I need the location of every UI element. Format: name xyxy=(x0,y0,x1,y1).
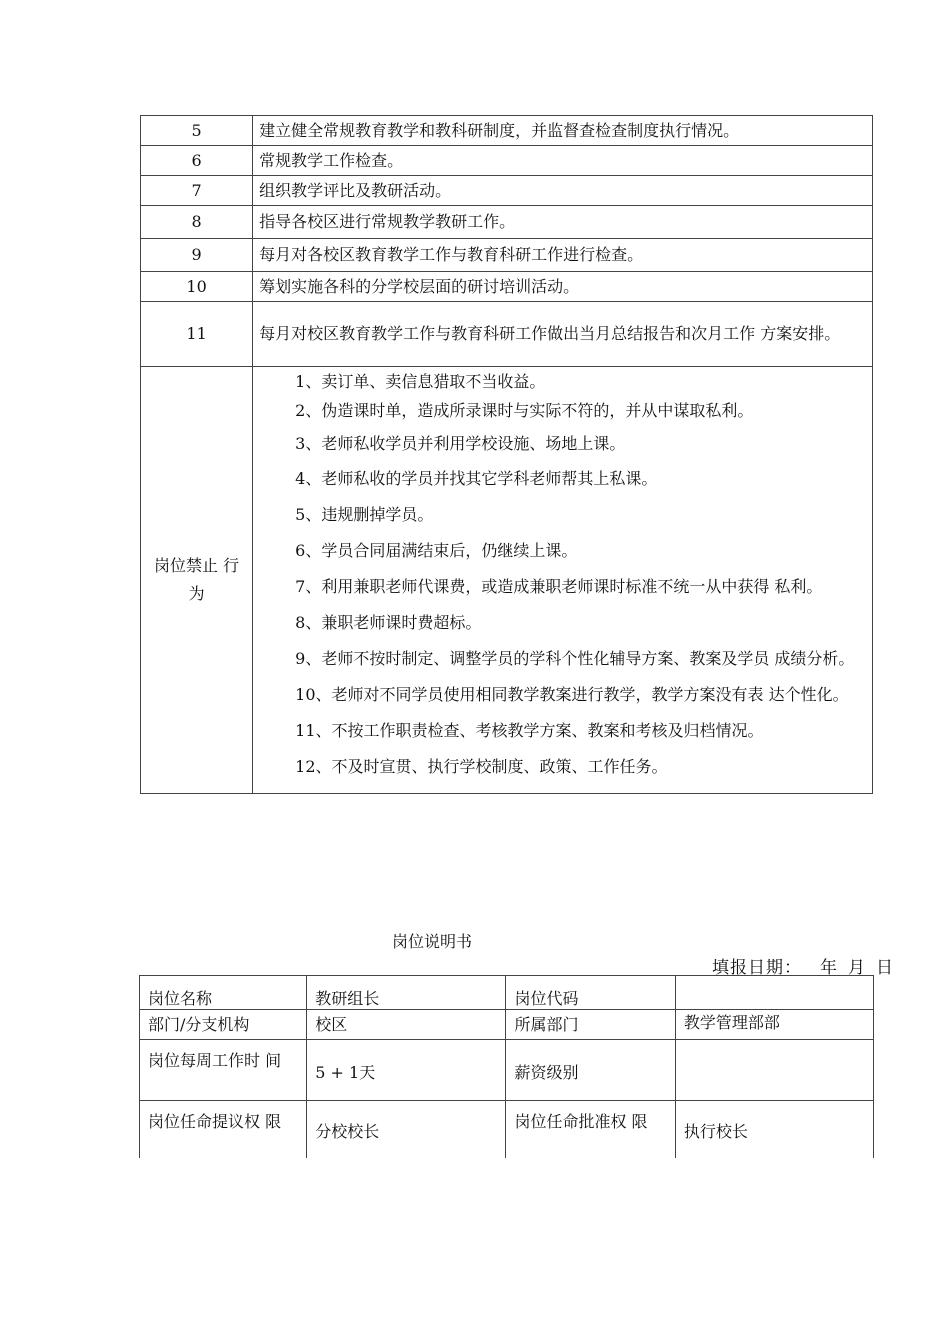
duty-text: 筹划实施各科的分学校层面的研讨培训活动。 xyxy=(253,272,873,302)
forbidden-row xyxy=(141,367,873,794)
duty-text: 每月对各校区教育教学工作与教育科研工作进行检查。 xyxy=(253,239,873,272)
document-title: 岗位说明书 xyxy=(392,932,473,951)
table-row xyxy=(140,1010,874,1040)
duty-text: 每月对校区教育教学工作与教育科研工作做出当月总结报告和次月工作 方案安排。 xyxy=(253,302,873,367)
fill-date-month: 月 xyxy=(848,958,866,978)
duty-number: 10 xyxy=(141,272,253,302)
fill-date-year: 年 xyxy=(820,958,838,978)
table-row xyxy=(141,146,873,176)
table-row xyxy=(140,1040,874,1101)
job-code-value xyxy=(675,976,873,1010)
duty-number: 11 xyxy=(141,302,253,367)
forbidden-item: 12、不及时宣贯、执行学校制度、政策、工作任务。 xyxy=(295,757,668,776)
duty-number: 5 xyxy=(141,116,253,146)
job-info-table xyxy=(139,975,874,1158)
parent-dept-label: 所属部门 xyxy=(506,1010,675,1040)
work-time-label: 岗位每周工作时 间 xyxy=(140,1040,307,1101)
forbidden-item: 7、利用兼职老师代课费，或造成兼职老师课时标准不统一从中获得 私利。 xyxy=(295,577,823,596)
table-row xyxy=(140,1101,874,1158)
dept-value: 校区 xyxy=(307,1010,506,1040)
forbidden-label: 岗位禁止 行为 xyxy=(141,367,253,794)
table-row xyxy=(140,976,874,1010)
duty-text: 常规教学工作检查。 xyxy=(253,146,873,176)
work-time-value: 5 + 1天 xyxy=(307,1040,506,1101)
table-row xyxy=(141,206,873,239)
job-name-value: 教研组长 xyxy=(307,976,506,1010)
duty-text: 建立健全常规教育教学和教科研制度，并监督查检查制度执行情况。 xyxy=(253,116,873,146)
duties-table xyxy=(140,115,873,794)
approve-authority-label: 岗位任命批准权 限 xyxy=(506,1101,675,1158)
forbidden-item: 1、卖订单、卖信息猎取不当收益。 xyxy=(295,372,546,391)
table-row xyxy=(141,302,873,367)
forbidden-item: 5、违规删掉学员。 xyxy=(295,505,434,524)
duty-number: 6 xyxy=(141,146,253,176)
duty-text: 组织教学评比及教研活动。 xyxy=(253,176,873,206)
forbidden-cell xyxy=(253,367,873,794)
salary-label: 薪资级别 xyxy=(506,1040,675,1101)
table-row xyxy=(141,176,873,206)
job-code-label: 岗位代码 xyxy=(506,976,675,1010)
duty-text: 指导各校区进行常规教学教研工作。 xyxy=(253,206,873,239)
job-name-label: 岗位名称 xyxy=(140,976,307,1010)
propose-authority-label: 岗位任命提议权 限 xyxy=(140,1101,307,1158)
table-row xyxy=(141,239,873,272)
forbidden-item: 11、不按工作职责检查、考核教学方案、教案和考核及归档情况。 xyxy=(295,721,764,740)
parent-dept-value: 教学管理部部 xyxy=(675,1010,873,1040)
forbidden-item: 2、伪造课时单，造成所录课时与实际不符的，并从中谋取私利。 xyxy=(295,401,754,420)
fill-date-label: 填报日期： xyxy=(712,958,802,978)
forbidden-list xyxy=(263,369,868,785)
salary-value xyxy=(675,1040,873,1101)
forbidden-item: 3、老师私收学员并利用学校设施、场地上课。 xyxy=(295,434,626,453)
forbidden-item: 6、学员合同届满结束后，仍继续上课。 xyxy=(295,541,578,560)
approve-authority-value: 执行校长 xyxy=(675,1101,873,1158)
duty-number: 9 xyxy=(141,239,253,272)
table-row xyxy=(141,116,873,146)
propose-authority-value: 分校校长 xyxy=(307,1101,506,1158)
duty-number: 8 xyxy=(141,206,253,239)
forbidden-item: 10、老师对不同学员使用相同教学教案进行教学，教学方案没有表 达个性化。 xyxy=(295,685,849,704)
forbidden-item: 8、兼职老师课时费超标。 xyxy=(295,613,482,632)
forbidden-item: 9、老师不按时制定、调整学员的学科个性化辅导方案、教案及学员 成绩分析。 xyxy=(295,649,855,668)
duty-number: 7 xyxy=(141,176,253,206)
dept-label: 部门/分支机构 xyxy=(140,1010,307,1040)
fill-date-day: 日 xyxy=(876,958,894,978)
table-row xyxy=(141,272,873,302)
forbidden-item: 4、老师私收的学员并找其它学科老师帮其上私课。 xyxy=(295,469,658,488)
